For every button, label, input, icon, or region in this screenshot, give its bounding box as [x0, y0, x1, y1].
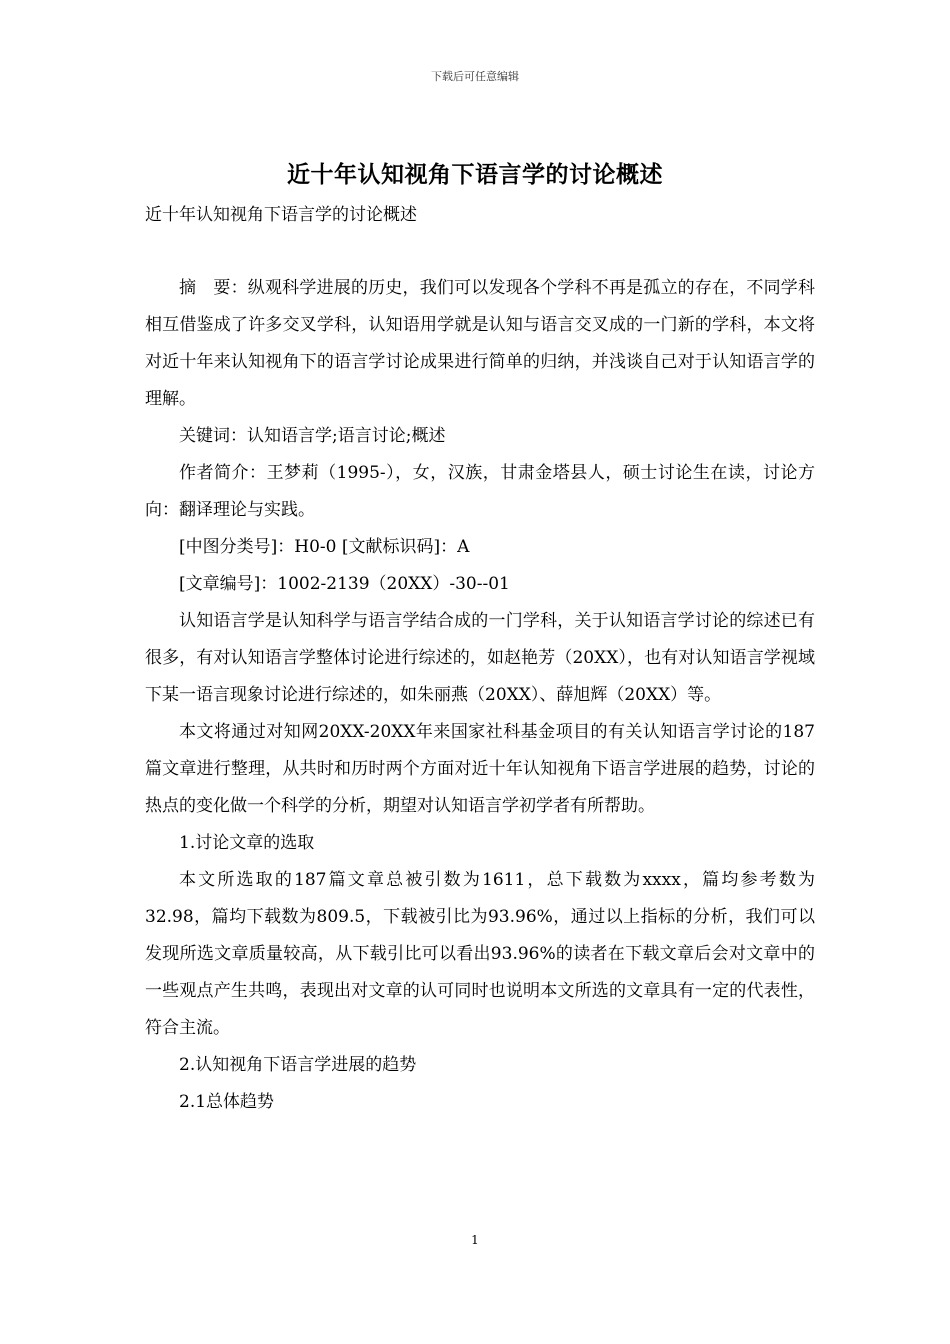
abstract-paragraph: 摘 要：纵观科学进展的历史，我们可以发现各个学科不再是孤立的存在，不同学科相互借鉴成了许多交叉学科，认知语用学就是认知与语言交叉成的一门新的学科，本文将对近十年来认知视角下的语言学讨论成果进行简单的归纳，并浅谈自己对于认知语言学的理解。: [145, 278, 815, 409]
document-subtitle: 近十年认知视角下语言学的讨论概述: [145, 205, 417, 225]
section-heading: 2.认知视角下语言学进展的趋势: [179, 1055, 417, 1075]
body-paragraph: 本文将通过对知网20XX-20XX年来国家社科基金项目的有关认知语言学讨论的187篇文章进行整理，从共时和历时两个方面对近十年认知视角下语言学进展的趋势，讨论的热点的变化做一个科学的分析，期望对认知语言学初学者有所帮助。: [145, 722, 815, 816]
author-bio-paragraph: 作者简介：王梦莉（1995-），女，汉族，甘肃金塔县人，硕士讨论生在读，讨论方向：翻译理论与实践。: [145, 463, 815, 520]
keywords-paragraph: 关键词：认知语言学;语言讨论;概述: [179, 426, 446, 446]
section-heading: 1.讨论文章的选取: [179, 833, 315, 853]
page-header-note: 下载后可任意编辑: [431, 70, 519, 83]
page-number: 1: [471, 1233, 479, 1247]
article-number-paragraph: [文章编号]：1002-2139（20XX）-30--01: [179, 574, 510, 594]
classification-paragraph: [中图分类号]：H0-0 [文献标识码]：A: [179, 537, 470, 557]
document-body: [145, 270, 815, 1121]
subsection-heading: 2.1总体趋势: [179, 1092, 275, 1112]
document-title: 近十年认知视角下语言学的讨论概述: [287, 161, 663, 188]
body-paragraph: 本文所选取的187篇文章总被引数为1611，总下载数为xxxx，篇均参考数为32.98，篇均下载数为809.5，下载被引比为93.96%，通过以上指标的分析，我们可以发现所选文章质量较高，从下载引比可以看出93.96%的读者在下载文章后会对文章中的一些观点产生共鸣，表现出对文章的认可同时也说明本文所选的文章具有一定的代表性，符合主流。: [145, 870, 815, 1038]
body-paragraph: 认知语言学是认知科学与语言学结合成的一门学科，关于认知语言学讨论的综述已有很多，有对认知语言学整体讨论进行综述的，如赵艳芳（20XX），也有对认知语言学视域下某一语言现象讨论进行综述的，如朱丽燕（20XX）、薛旭辉（20XX）等。: [145, 611, 815, 705]
